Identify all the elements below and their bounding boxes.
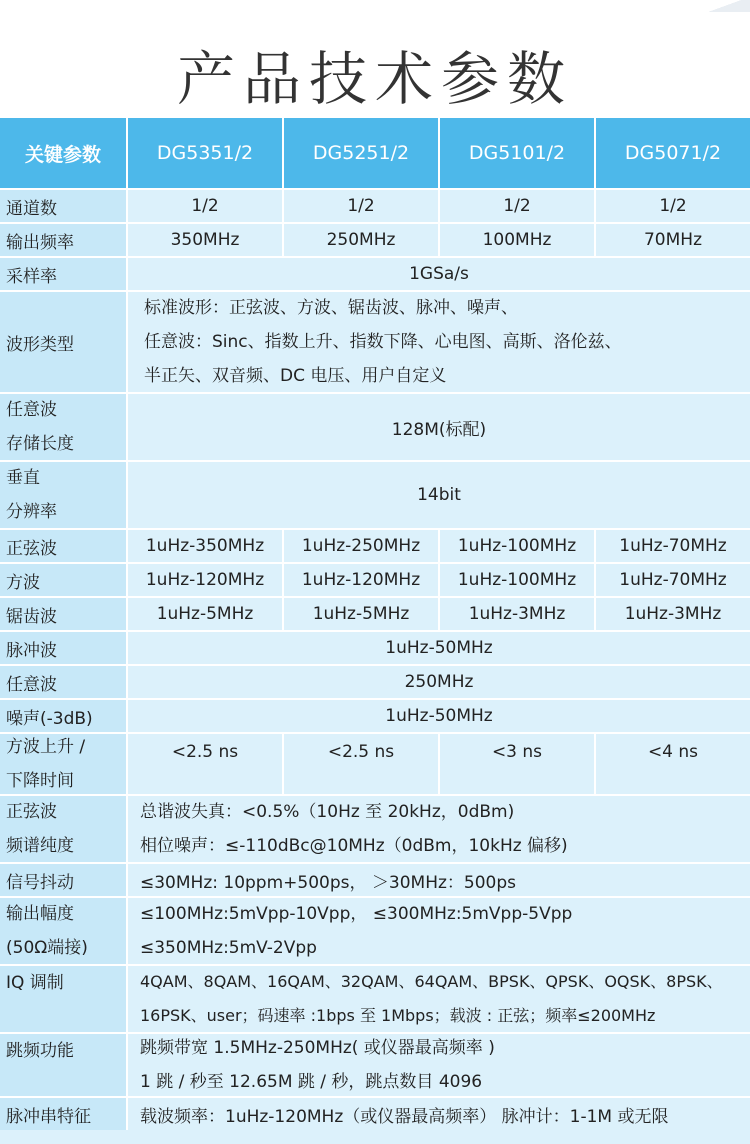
row-label-pulse-train: 脉冲串特征 xyxy=(0,1098,126,1130)
arb-length-label-1: 任意波 xyxy=(6,400,57,420)
row-label-sample-rate: 采样率 xyxy=(0,258,126,290)
value-arb: 250MHz xyxy=(128,666,750,698)
sine-purity-label-2: 频谱纯度 xyxy=(6,836,74,856)
iq-line-1: 4QAM、8QAM、16QAM、32QAM、64QAM、BPSK、QPSK、OQSK、8PSK、 xyxy=(140,972,723,991)
value-sample-rate: 1GSa/s xyxy=(128,258,750,290)
value-channels-3: 1/2 xyxy=(440,190,594,222)
row-label-hopping: 跳频功能 xyxy=(0,1034,126,1096)
value-amplitude xyxy=(128,898,750,964)
row-label-channels: 通道数 xyxy=(0,190,126,222)
row-label-sine: 正弦波 xyxy=(0,530,126,562)
value-sine-2: 1uHz-250MHz xyxy=(284,530,438,562)
footer-band xyxy=(0,1130,750,1144)
rise-fall-label-2: 下降时间 xyxy=(6,771,74,791)
value-channels-1: 1/2 xyxy=(128,190,282,222)
header-model-2: DG5251/2 xyxy=(284,118,438,188)
value-ramp-1: 1uHz-5MHz xyxy=(128,598,282,630)
row-label-iq: IQ 调制 xyxy=(0,966,126,1032)
value-pulse-train: 载波频率：1uHz-120MHz（或仪器最高频率） 脉冲计：1-1M 或无限 xyxy=(128,1098,750,1130)
value-pulse: 1uHz-50MHz xyxy=(128,632,750,664)
row-label-ramp: 锯齿波 xyxy=(0,598,126,630)
value-ramp-4: 1uHz-3MHz xyxy=(596,598,750,630)
header-model-3: DG5101/2 xyxy=(440,118,594,188)
value-waveforms xyxy=(128,292,750,392)
waveforms-line-1: 标准波形：正弦波、方波、锯齿波、脉冲、噪声、 xyxy=(144,298,518,318)
rise-fall-label-1: 方波上升 / xyxy=(6,737,86,757)
row-label-waveforms: 波形类型 xyxy=(0,292,126,392)
value-channels-4: 1/2 xyxy=(596,190,750,222)
row-label-amplitude xyxy=(0,898,126,964)
amplitude-line-2: ≤350MHz:5mV-2Vpp xyxy=(140,938,317,958)
value-channels-2: 1/2 xyxy=(284,190,438,222)
waveforms-line-3: 半正矢、双音频、DC 电压、用户自定义 xyxy=(144,366,447,386)
row-label-arb: 任意波 xyxy=(0,666,126,698)
value-sine-purity xyxy=(128,796,750,862)
value-rise-fall-2: <2.5 ns xyxy=(284,734,438,794)
value-output-freq-3: 100MHz xyxy=(440,224,594,256)
page-header xyxy=(0,0,750,118)
vert-res-label-1: 垂直 xyxy=(6,468,40,488)
row-label-sine-purity xyxy=(0,796,126,862)
sine-purity-line-2: 相位噪声：≤-110dBc@10MHz（0dBm，10kHz 偏移) xyxy=(140,836,568,856)
row-label-pulse: 脉冲波 xyxy=(0,632,126,664)
arb-length-label-2: 存储长度 xyxy=(6,434,74,454)
page-title: 产品技术参数 xyxy=(176,45,573,113)
value-noise: 1uHz-50MHz xyxy=(128,700,750,732)
header-model-1: DG5351/2 xyxy=(128,118,282,188)
corner-decoration xyxy=(690,0,750,12)
sine-purity-line-1: 总谐波失真：<0.5%（10Hz 至 20kHz，0dBm) xyxy=(140,802,515,822)
value-sine-1: 1uHz-350MHz xyxy=(128,530,282,562)
value-square-1: 1uHz-120MHz xyxy=(128,564,282,596)
header-key: 关键参数 xyxy=(0,118,126,188)
waveforms-line-2: 任意波：Sinc、指数上升、指数下降、心电图、高斯、洛伦兹、 xyxy=(144,332,622,352)
header-model-4: DG5071/2 xyxy=(596,118,750,188)
value-rise-fall-1: <2.5 ns xyxy=(128,734,282,794)
row-label-vert-res xyxy=(0,462,126,528)
row-label-square: 方波 xyxy=(0,564,126,596)
iq-line-2: 16PSK、user；码速率 :1bps 至 1Mbps；载波 : 正弦；频率≤200MHz xyxy=(140,1006,656,1025)
value-vert-res: 14bit xyxy=(128,462,750,528)
row-label-jitter: 信号抖动 xyxy=(0,864,126,896)
row-label-rise-fall xyxy=(0,734,126,794)
sine-purity-label-1: 正弦波 xyxy=(6,802,57,822)
value-hopping xyxy=(128,1034,750,1096)
hopping-line-1: 跳频带宽 1.5MHz-250MHz( 或仪器最高频率 ) xyxy=(140,1038,495,1058)
value-output-freq-1: 350MHz xyxy=(128,224,282,256)
value-rise-fall-3: <3 ns xyxy=(440,734,594,794)
value-square-2: 1uHz-120MHz xyxy=(284,564,438,596)
value-ramp-2: 1uHz-5MHz xyxy=(284,598,438,630)
hopping-line-2: 1 跳 / 秒至 12.65M 跳 / 秒，跳点数目 4096 xyxy=(140,1072,483,1092)
vert-res-label-2: 分辨率 xyxy=(6,502,57,522)
value-iq xyxy=(128,966,750,1032)
value-sine-3: 1uHz-100MHz xyxy=(440,530,594,562)
value-output-freq-2: 250MHz xyxy=(284,224,438,256)
value-rise-fall-4: <4 ns xyxy=(596,734,750,794)
amplitude-line-1: ≤100MHz:5mVpp-10Vpp， ≤300MHz:5mVpp-5Vpp xyxy=(140,904,573,924)
value-output-freq-4: 70MHz xyxy=(596,224,750,256)
row-label-arb-length xyxy=(0,394,126,460)
amplitude-label-1: 输出幅度 xyxy=(6,904,74,924)
row-label-output-freq: 输出频率 xyxy=(0,224,126,256)
value-ramp-3: 1uHz-3MHz xyxy=(440,598,594,630)
value-sine-4: 1uHz-70MHz xyxy=(596,530,750,562)
value-square-3: 1uHz-100MHz xyxy=(440,564,594,596)
amplitude-label-2: (50Ω端接) xyxy=(6,938,88,958)
value-arb-length: 128M(标配) xyxy=(128,394,750,460)
row-label-noise: 噪声(-3dB) xyxy=(0,700,126,732)
value-jitter: ≤30MHz: 10ppm+500ps， ＞30MHz：500ps xyxy=(128,864,750,896)
value-square-4: 1uHz-70MHz xyxy=(596,564,750,596)
